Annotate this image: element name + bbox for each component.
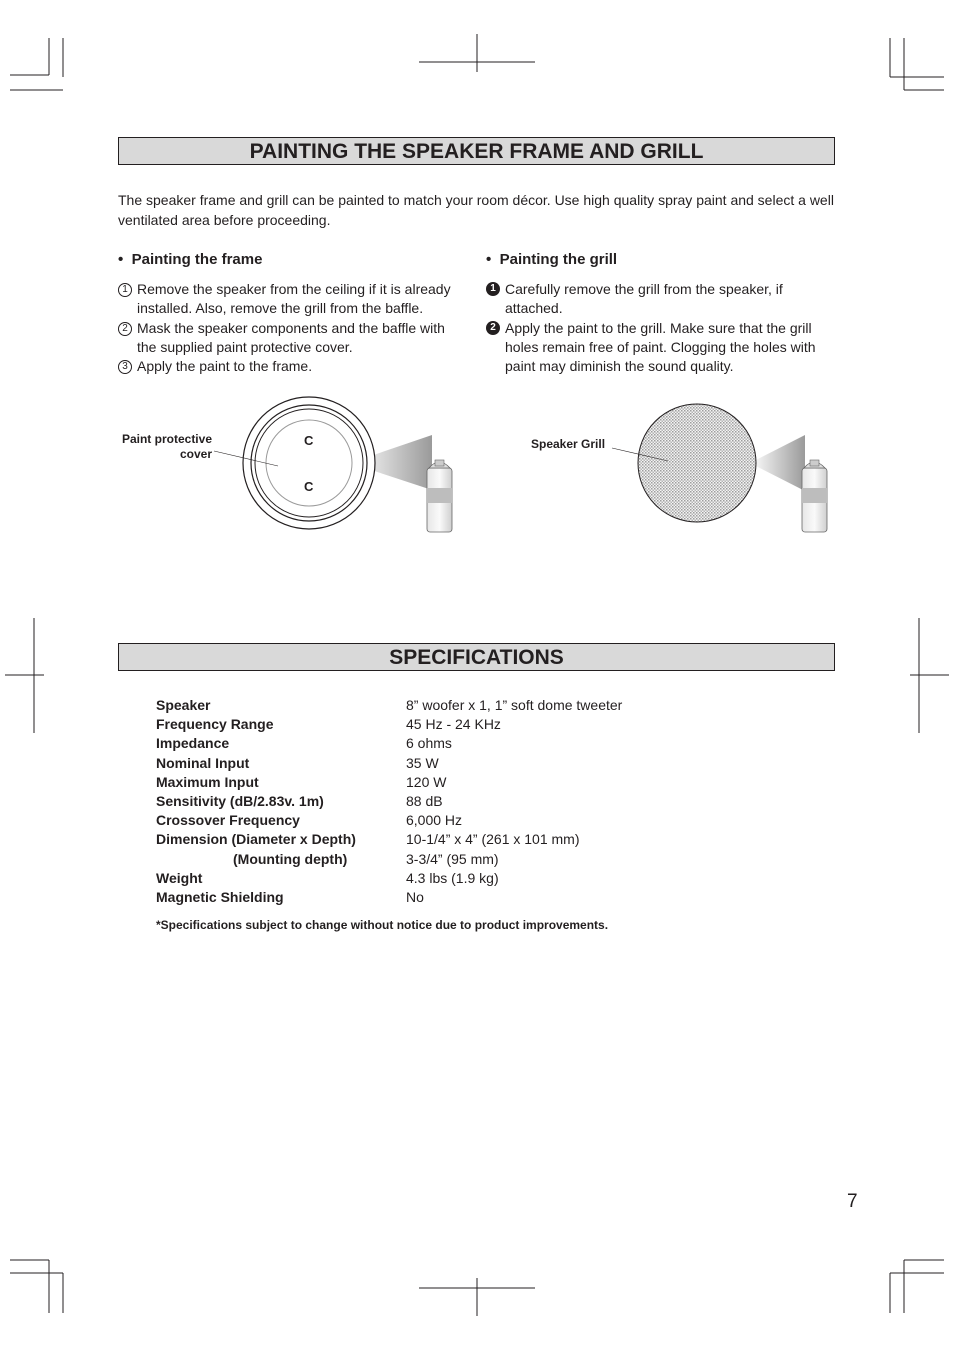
step-number: 1 bbox=[118, 283, 132, 297]
grill-step bbox=[486, 280, 831, 319]
frame-heading-label: Painting the frame bbox=[131, 251, 263, 268]
frame-step bbox=[118, 357, 463, 376]
step-text: Apply the paint to the grill. Make sure that the grill holes remain free of paint. Clogging the holes with paint may diminish the sound quality. bbox=[505, 319, 816, 375]
step-text: Carefully remove the grill from the speaker, if attached. bbox=[505, 281, 783, 317]
grill-heading bbox=[486, 251, 617, 268]
spec-value: No bbox=[406, 889, 424, 905]
intro-paragraph: The speaker frame and grill can be painted to match your room décor. Use high quality spray paint and select a well ventilated area before proceeding. bbox=[118, 192, 834, 228]
page-number: 7 bbox=[847, 1191, 858, 1212]
step-number: 1 bbox=[486, 282, 500, 296]
label-line: cover bbox=[179, 447, 212, 461]
svg-text:C: C bbox=[304, 479, 314, 494]
step-number: 3 bbox=[118, 360, 132, 374]
section-title-painting: PAINTING THE SPEAKER FRAME AND GRILL bbox=[118, 137, 835, 165]
spec-key: (Mounting depth) bbox=[233, 851, 348, 867]
grill-heading-label: Painting the grill bbox=[499, 251, 618, 268]
bullet: • bbox=[486, 251, 500, 268]
frame-step bbox=[118, 280, 463, 319]
grill-steps bbox=[486, 280, 831, 376]
step-text: Mask the speaker components and the baffle with the supplied paint protective cover. bbox=[137, 319, 445, 355]
frame-heading bbox=[118, 251, 262, 268]
bullet: • bbox=[118, 251, 132, 268]
spec-table bbox=[0, 696, 954, 916]
spec-value: 10-1/4” x 4” (261 x 101 mm) bbox=[406, 831, 580, 847]
spec-key: Impedance bbox=[156, 735, 230, 751]
spec-key: Magnetic Shielding bbox=[156, 889, 284, 905]
spec-value: 8” woofer x 1, 1” soft dome tweeter bbox=[406, 697, 623, 713]
spec-key: Sensitivity (dB/2.83v. 1m) bbox=[156, 793, 324, 809]
spec-key: Dimension (Diameter x Depth) bbox=[156, 831, 356, 847]
frame-steps bbox=[118, 280, 463, 376]
spec-value: 45 Hz - 24 KHz bbox=[406, 716, 501, 732]
speaker-grill-label: Speaker Grill bbox=[531, 437, 606, 451]
grill-step bbox=[486, 319, 831, 377]
spec-value: 120 W bbox=[406, 774, 447, 790]
step-text: Remove the speaker from the ceiling if it is already installed. Also, remove the grill from the baffle. bbox=[137, 281, 451, 317]
section-title-specifications: SPECIFICATIONS bbox=[118, 643, 835, 671]
spec-value: 4.3 lbs (1.9 kg) bbox=[406, 870, 499, 886]
spec-value: 35 W bbox=[406, 755, 439, 771]
spec-key: Frequency Range bbox=[156, 716, 274, 732]
spec-footnote: *Specifications subject to change without notice due to product improvements. bbox=[156, 918, 609, 932]
paint-cover-label bbox=[100, 432, 212, 462]
spec-value: 6 ohms bbox=[406, 735, 452, 751]
spec-key: Maximum Input bbox=[156, 774, 259, 790]
step-number: 2 bbox=[486, 321, 500, 335]
spec-key: Weight bbox=[156, 870, 203, 886]
label-line: Paint protective bbox=[121, 432, 212, 446]
spec-value: 6,000 Hz bbox=[406, 812, 463, 828]
spec-key: Nominal Input bbox=[156, 755, 250, 771]
spec-key: Speaker bbox=[156, 697, 211, 713]
spec-key: Crossover Frequency bbox=[156, 812, 300, 828]
spec-value: 88 dB bbox=[406, 793, 443, 809]
grill-illustration bbox=[600, 395, 840, 540]
svg-text:C: C bbox=[304, 433, 314, 448]
frame-illustration bbox=[200, 390, 470, 540]
step-text: Apply the paint to the frame. bbox=[137, 358, 313, 375]
frame-step bbox=[118, 319, 463, 358]
spec-value: 3-3/4” (95 mm) bbox=[406, 851, 499, 867]
step-number: 2 bbox=[118, 322, 132, 336]
